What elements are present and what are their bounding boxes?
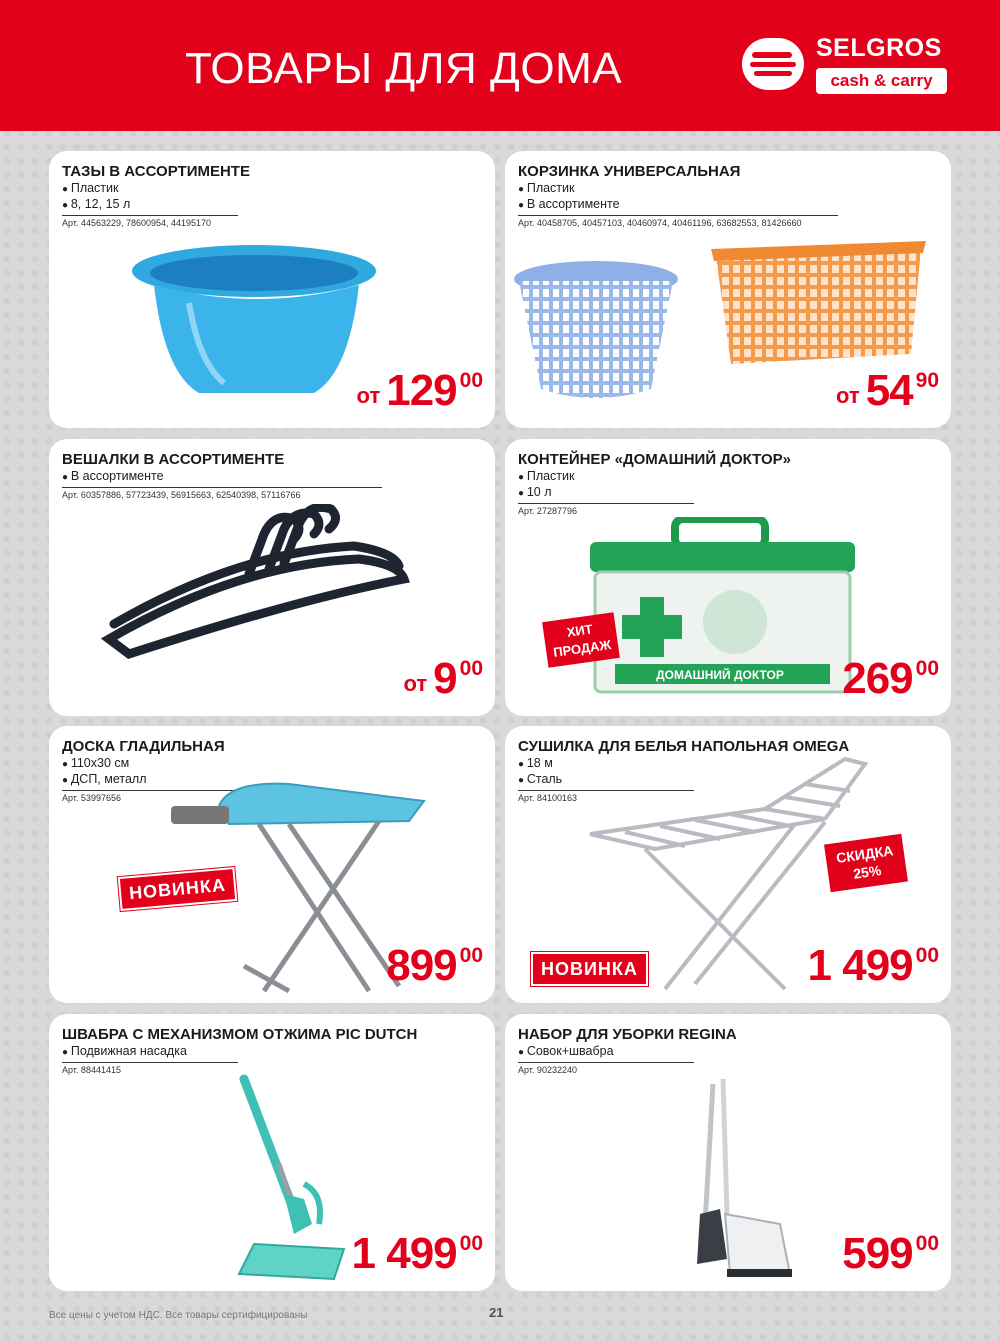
product-title: ТАЗЫ В АССОРТИМЕНТЕ <box>62 163 250 180</box>
product-article: Арт. 90232240 <box>518 1062 694 1076</box>
product-price <box>836 366 939 416</box>
new-badge: НОВИНКА <box>531 952 648 986</box>
product-price <box>357 366 483 416</box>
product-feature: ● 110х30 см <box>62 756 482 772</box>
product-feature: ● Пластик <box>518 469 938 485</box>
product-feature: ● Подвижная насадка <box>62 1044 482 1060</box>
basin-icon <box>129 243 389 403</box>
product-price <box>352 1229 483 1279</box>
container-label: ДОМАШНИЙ ДОКТОР <box>656 668 784 682</box>
product-price <box>386 941 483 991</box>
product-article: Арт. 27287796 <box>518 503 694 517</box>
price-main: 269 <box>842 654 913 703</box>
product-card-container[interactable] <box>505 439 951 716</box>
price-main: 54 <box>865 366 913 415</box>
product-card-basins[interactable] <box>49 151 495 428</box>
brand-logo <box>742 34 957 98</box>
product-title: НАБОР ДЛЯ УБОРКИ REGINA <box>518 1026 737 1043</box>
product-feature: ● 18 м <box>518 756 938 772</box>
product-feature: ● В ассортименте <box>62 469 482 485</box>
page-title: ТОВАРЫ ДЛЯ ДОМА <box>185 44 623 93</box>
product-card-basket[interactable] <box>505 151 951 428</box>
price-main: 9 <box>433 654 457 703</box>
product-title: СУШИЛКА ДЛЯ БЕЛЬЯ НАПОЛЬНАЯ OMEGA <box>518 738 850 755</box>
product-title: КОНТЕЙНЕР «ДОМАШНИЙ ДОКТОР» <box>518 451 791 468</box>
product-feature: ● ДСП, металл <box>62 772 482 788</box>
product-feature: ● Пластик <box>62 181 482 197</box>
price-cents: 00 <box>915 944 939 967</box>
product-price <box>842 1229 939 1279</box>
product-card-mop[interactable] <box>49 1014 495 1291</box>
product-article: Арт. 60357886, 57723439, 56915663, 62540398, 57116766 <box>62 487 382 501</box>
brand-tagline: cash & carry <box>816 68 947 94</box>
product-feature: ● Пластик <box>518 181 938 197</box>
price-cents: 00 <box>915 657 939 680</box>
price-cents: 00 <box>459 369 483 392</box>
product-card-dryer[interactable] <box>505 726 951 1003</box>
hanger-icon <box>99 504 419 684</box>
page-number: 21 <box>489 1305 504 1320</box>
price-main: 599 <box>842 1229 913 1278</box>
price-main: 1 499 <box>807 941 913 990</box>
product-feature: ● 8, 12, 15 л <box>62 197 482 213</box>
product-title: ВЕШАЛКИ В АССОРТИМЕНТЕ <box>62 451 285 468</box>
price-cents: 00 <box>459 657 483 680</box>
price-main: 899 <box>386 941 457 990</box>
product-feature: ● В ассортименте <box>518 197 938 213</box>
product-title: КОРЗИНКА УНИВЕРСАЛЬНАЯ <box>518 163 741 180</box>
product-feature: ● Совок+швабра <box>518 1044 938 1060</box>
price-prefix: от <box>356 383 381 408</box>
price-cents: 00 <box>459 944 483 967</box>
price-prefix: от <box>836 383 860 408</box>
product-price <box>403 654 483 704</box>
price-main: 129 <box>386 366 457 415</box>
mop-icon <box>234 1074 354 1284</box>
product-article: Арт. 40458705, 40457103, 40460974, 40461196, 63682553, 81426660 <box>518 215 838 229</box>
product-article: Арт. 88441415 <box>62 1062 238 1076</box>
price-cents: 90 <box>915 369 939 392</box>
footer-disclaimer: Все цены с учетом НДС. Все товары сертифицированы <box>49 1310 308 1321</box>
brand-name: SELGROS <box>816 34 942 62</box>
product-feature: ● Сталь <box>518 772 938 788</box>
price-cents: 00 <box>459 1232 483 1255</box>
product-title: ШВАБРА С МЕХАНИЗМОМ ОТЖИМА PIC DUTCH <box>62 1026 418 1043</box>
product-title: ДОСКА ГЛАДИЛЬНАЯ <box>62 738 225 755</box>
price-cents: 00 <box>915 1232 939 1255</box>
bestseller-badge: ХИТ ПРОДАЖ <box>542 612 620 668</box>
price-prefix: от <box>403 671 428 696</box>
product-card-hangers[interactable] <box>49 439 495 716</box>
discount-badge: СКИДКА 25% <box>824 834 908 892</box>
new-badge: НОВИНКА <box>118 867 237 911</box>
product-article: Арт. 44563229, 78600954, 44195170 <box>62 215 238 229</box>
product-feature: ● 10 л <box>518 485 938 501</box>
product-price <box>842 654 939 704</box>
page-header <box>0 0 1000 131</box>
dustpan-icon <box>685 1074 795 1284</box>
product-card-cleaning-set[interactable] <box>505 1014 951 1291</box>
product-card-ironing-board[interactable] <box>49 726 495 1003</box>
product-article: Арт. 53997656 <box>62 790 238 804</box>
price-main: 1 499 <box>351 1229 457 1278</box>
selgros-logo-icon <box>742 38 804 90</box>
product-article: Арт. 84100163 <box>518 790 694 804</box>
product-price <box>808 941 939 991</box>
